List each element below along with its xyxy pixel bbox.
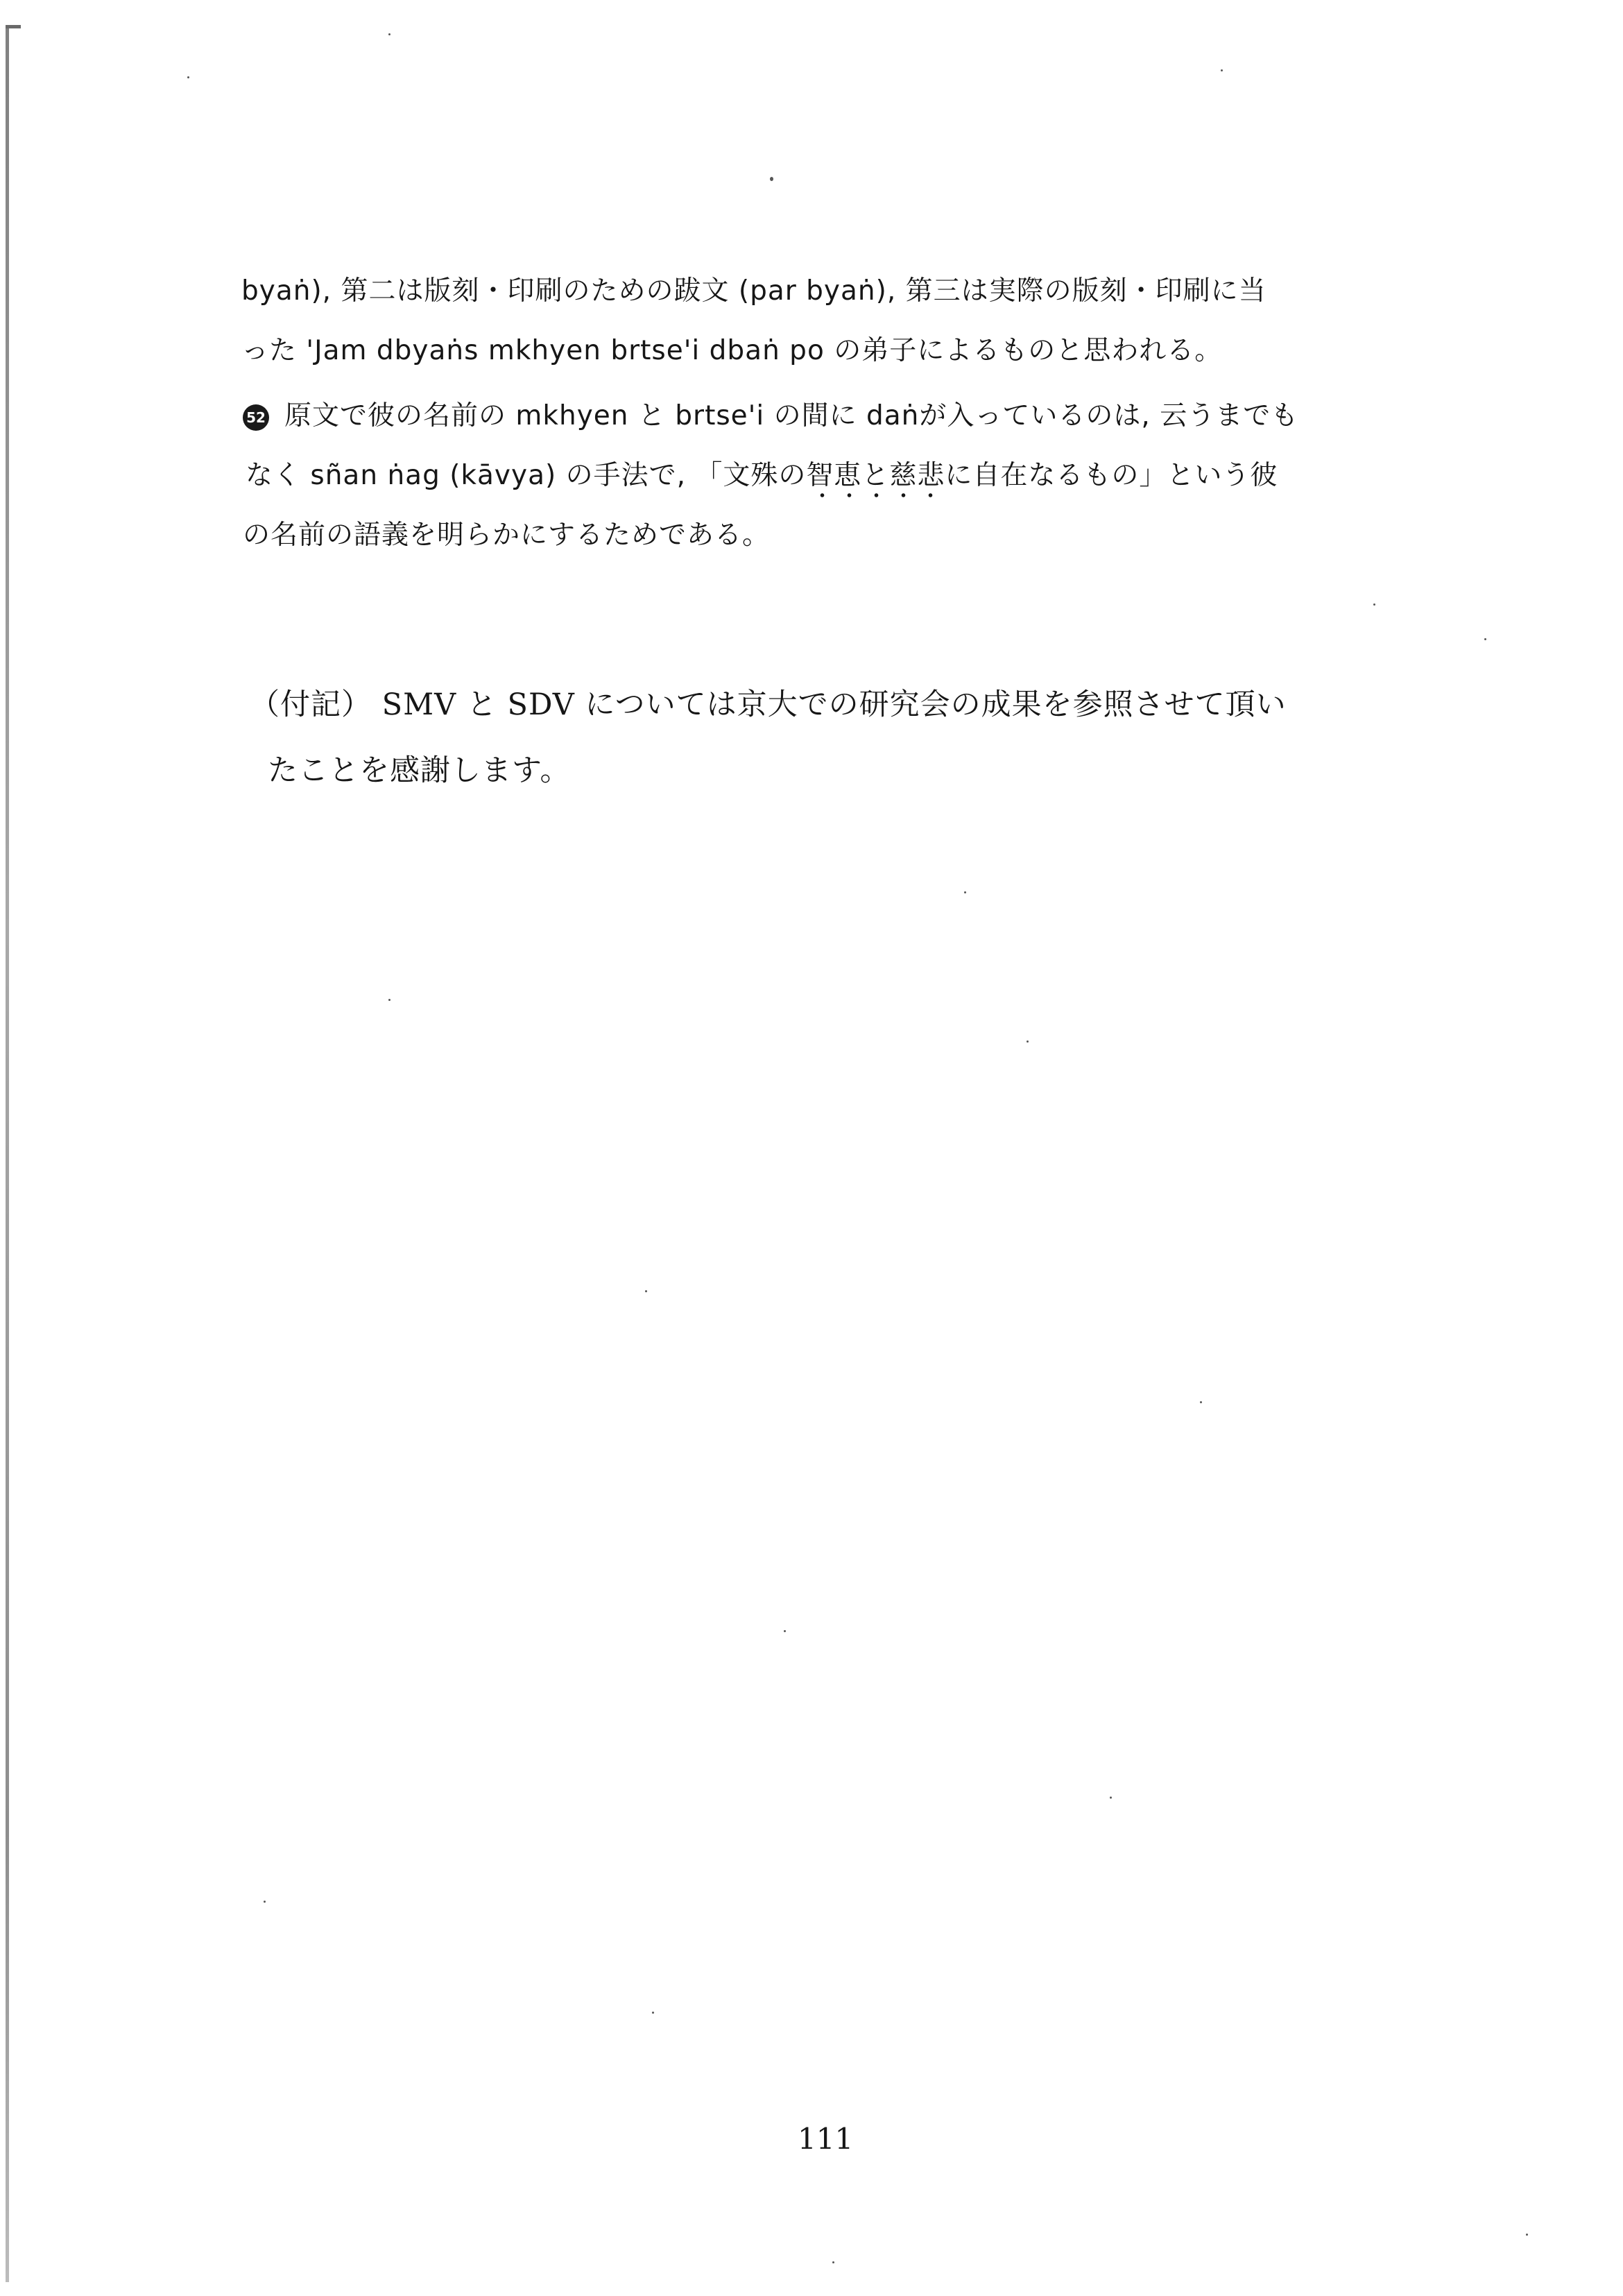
scan-speck [1027,1040,1029,1043]
note-line: った 'Jam dbyaṅs mkhyen brtse'i dbaṅ po の弟子によるものと思われる。 [241,335,1223,366]
binding-edge-corner [6,25,21,28]
footnote-52 [243,402,1298,431]
scan-speck [1526,2234,1528,2236]
note-line-text: 原文で彼の名前の mkhyen と brtse'i の間に daṅが入っているのは, 云うまでも [284,400,1299,431]
appendix-line: （付記） SMV と SDV については京大での研究会の成果を参照させて頂い [250,687,1287,722]
page-number: 111 [798,2122,854,2156]
appendix-line: たことを感謝します。 [268,753,571,788]
note-line: byaṅ), 第二は版刻・印刷のための跋文 (par byaṅ), 第三は実際の版刻・印刷に当 [241,275,1266,307]
scan-speck [264,1901,266,1903]
footnote-number-badge: 52 [243,404,269,431]
note-line-with-emphasis [246,462,1278,489]
scan-speck [1221,69,1223,71]
scan-speck [187,76,189,78]
scan-speck [1200,1401,1202,1403]
note-line: の名前の語義を明らかにするためである。 [243,520,771,551]
scan-speck [388,999,390,1001]
note-text-before: なく sñan ṅag (kāvya) の手法で, 「文殊の [246,460,807,491]
scan-speck [832,2261,834,2263]
scan-speck [652,2012,654,2014]
scan-speck [770,177,773,181]
binding-edge-line [6,28,9,2282]
scan-speck [1484,638,1486,640]
scan-speck [1373,603,1375,606]
scan-speck [645,1290,647,1292]
note-text-after: に自在なるもの」という彼 [945,460,1278,491]
scan-speck [388,33,390,35]
scan-speck [784,1630,786,1632]
emphasized-phrase: 智恵と慈悲 [806,460,945,491]
scan-speck [1110,1797,1112,1799]
scan-speck [964,891,966,893]
